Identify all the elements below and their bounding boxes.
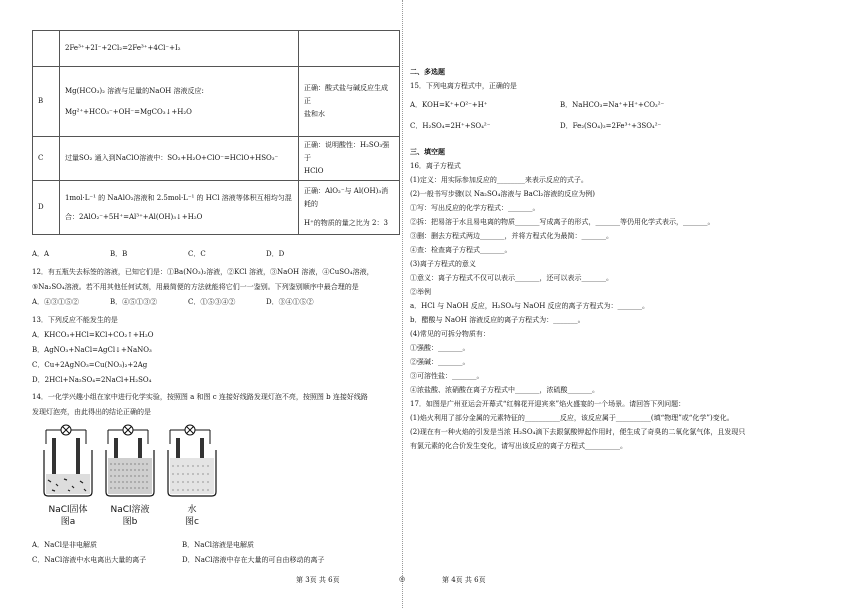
row-letter: C [33,137,60,181]
row-letter: D [33,181,60,235]
q14-choices [32,538,400,553]
q15-stem: 15．下列电离方程式中，正确的是 [410,82,517,90]
choice[interactable]: A．NaCl是非电解质 [32,541,97,549]
question-line: 有氯元素的化合价发生变化，请写出该反应的离子方程式__________。 [410,442,627,450]
row-note [299,137,400,181]
table-row [33,31,400,67]
q13-option[interactable]: C．Cu+2AgNO₃=Cu(NO₃)₂+2Ag [32,361,148,369]
row-content-line: Mg²⁺+HCO₃⁻+OH⁻=MgCO₃↓+H₂O [65,107,192,116]
left-page [32,30,400,568]
choice[interactable]: C．①⑤③④② [188,298,236,306]
q12-choices [32,295,400,310]
row-content: 2Fe³⁺+2I⁻+2Cl₂=2Fe³⁺+4Cl⁻+I₂ [60,31,299,67]
question-line: ③可溶性盐：_______。 [410,372,484,380]
row-content-line: Mg(HCO₃)₂ 溶液与足量的NaOH 溶液反应: [65,86,204,95]
row-note-line: 盐和水 [304,110,325,118]
beaker-c [168,425,216,496]
table-row [33,181,400,235]
q13-option[interactable]: B．AgNO₃+NaCl=AgCl↓+NaNO₃ [32,346,152,354]
question-line: (2)一般书写步骤(以 Na₂SO₄溶液与 BaCl₂溶液的反应为例) [410,190,595,198]
table-row [33,137,400,181]
question-line: a．HCl 与 NaOH 反应，H₂SO₄与 NaOH 反应的离子方程式为：_______。 [410,302,650,310]
choice[interactable]: B．④⑤①③② [110,298,158,306]
binding-mark: ◎ [399,575,406,583]
question-line: ③删：删去方程式两边_______，并将方程式化为最简：_______。 [410,232,613,240]
q14-figures [32,420,400,538]
row-content: 过量SO₂ 通入到NaClO溶液中：SO₂+H₂O+ClO⁻=HClO+HSO₃⁻ [60,137,299,181]
q12-line: ⑤Na₂SO₄溶液。若不用其他任何试剂，用最简便的方法就能将它们一一鉴别。下列鉴别顺序中最合理的是 [32,283,359,291]
page-number-right: 第 4页 共 6页 [442,576,486,584]
choice[interactable]: A．KOH=K⁺+O²⁻+H⁺ [410,101,488,109]
choice[interactable]: B．B [110,250,128,258]
fig-c-label: 水 [187,505,197,515]
section-title: 二、多选题 [410,67,445,76]
choice[interactable]: A．④③①⑤② [32,298,80,306]
beaker-b [106,425,154,496]
row-note-line: 正确：AlO₂⁻与 Al(OH)₃消耗的 [304,187,389,208]
page-number-left: 第 3页 共 6页 [296,576,340,584]
row-note [299,31,400,67]
right-page [410,30,830,453]
question-line: (1)定义：用实际参加反应的________来表示反应的式子。 [410,176,588,184]
choice[interactable]: C．NaCl溶液中水电离出大量的离子 [32,556,147,564]
section-title: 三、填空题 [410,147,445,156]
choice[interactable]: B．NaCl溶液是电解质 [182,541,255,549]
fill-blank-questions [410,159,830,453]
choice[interactable]: D．D [266,250,285,258]
question-line: ②强碱：_______。 [410,358,470,366]
question-line: ②拆：把易溶于水且易电离的物质_______写成离子的形式，_______等仍用化学式表示，_______。 [410,218,715,226]
question-line: (3)离子方程式的意义 [410,260,476,268]
question-line: ①意义：离子方程式不仅可以表示_______，还可以表示_______。 [410,274,613,282]
row-note-line: 正确：说明酸性：H₂SO₃强于 [304,141,390,162]
choice[interactable]: A．A [32,250,50,258]
q12-line: 12．有五瓶失去标签的溶液，已知它们是：①Ba(NO₃)₂溶液，②KCl 溶液，③NaOH 溶液，④CuSO₄溶液， [32,268,374,276]
choice[interactable]: B．NaHCO₃=Na⁺+H⁺+CO₃²⁻ [560,101,665,109]
row-content [60,67,299,137]
choice[interactable]: D．Fe₂(SO₄)₃=2Fe³⁺+3SO₄²⁻ [560,122,662,130]
fig-a-caption: 图a [60,517,76,527]
question-line: ④浓盐酸、浓硝酸在离子方程式中_______，浓硫酸_______。 [410,386,599,394]
choice[interactable]: D．NaCl溶液中存在大量的可自由移动的离子 [182,556,325,564]
choice[interactable]: C．C [188,250,206,258]
fig-c-caption: 图c [185,517,199,527]
q14-line: 14．一化学兴趣小组在家中进行化学实验，按照图 a 和图 c 连接好线路发现灯泡不亮，按照图 b 连接好线路 [32,393,368,401]
row-note-line: 正确：酸式盐与碱反应生成正 [304,84,388,105]
fig-a-label: NaCl固体 [48,505,88,515]
q14-choices [32,553,400,568]
question-line: 16．离子方程式 [410,162,461,170]
q13-option[interactable]: D．2HCl+Na₂SO₄=2NaCl+H₂SO₄ [32,376,152,384]
page-divider [402,0,403,608]
question-line: 17．如图是广州亚运会开幕式“红棉花开迎宾来”焰火盛宴的一个场景。请回答下列问题： [410,400,686,408]
question-line: (2)现在有一种火焰的引发是当浓 H₂SO₄滴下去跟氯酸钾起作用时，便生成了奇臭的二氧化氯气体，且发现只 [410,428,746,436]
question-line: ②举例 [410,288,431,296]
q15-choices [410,98,830,113]
choice[interactable]: D．③④①⑤② [266,298,314,306]
question-line: ④查：检查离子方程式_______。 [410,246,512,254]
q13-stem: 13．下列反应不能发生的是 [32,316,118,324]
choice[interactable]: C．H₂SO₄=2H⁺+SO₄²⁻ [410,122,491,130]
q11-choices [32,247,400,262]
q15-choices [410,119,830,134]
question-line: (4)常见的可拆分物质有： [410,330,490,338]
row-content [60,181,299,235]
row-content-line: 合：2AlO₂⁻+5H⁺=Al³⁺+Al(OH)₃↓+H₂O [65,212,203,221]
row-letter: B [33,67,60,137]
q13-option[interactable]: A．KHCO₃+HCl=KCl+CO₂↑+H₂O [32,331,154,339]
row-letter [33,31,60,67]
fig-b-label: NaCl溶液 [110,505,150,515]
question-line: ①强酸：_______。 [410,344,470,352]
table-row [33,67,400,137]
options-table [32,30,400,235]
beaker-a [44,425,92,496]
row-note [299,181,400,235]
fig-b-caption: 图b [122,517,138,527]
row-note-line: HClO [304,167,324,175]
row-content-line: 1mol·L⁻¹ 的 NaAlO₂溶液和 2.5mol·L⁻¹ 的 HCl 溶液等体积互相均匀混 [65,193,292,202]
question-line: ①写：写出反应的化学方程式：_______。 [410,204,540,212]
question-line: (1)焰火利用了部分金属的元素特征的__________反应，该反应属于__________(填“物理”或“化学”)变化。 [410,414,734,422]
question-line: b．醋酸与 NaOH 溶液反应的离子方程式为：_______。 [410,316,585,324]
row-note-line: H⁺的物质的量之比为 2：3 [304,219,388,227]
q14-line: 发现灯泡亮，由此得出的结论正确的是 [32,408,151,416]
row-note [299,67,400,137]
